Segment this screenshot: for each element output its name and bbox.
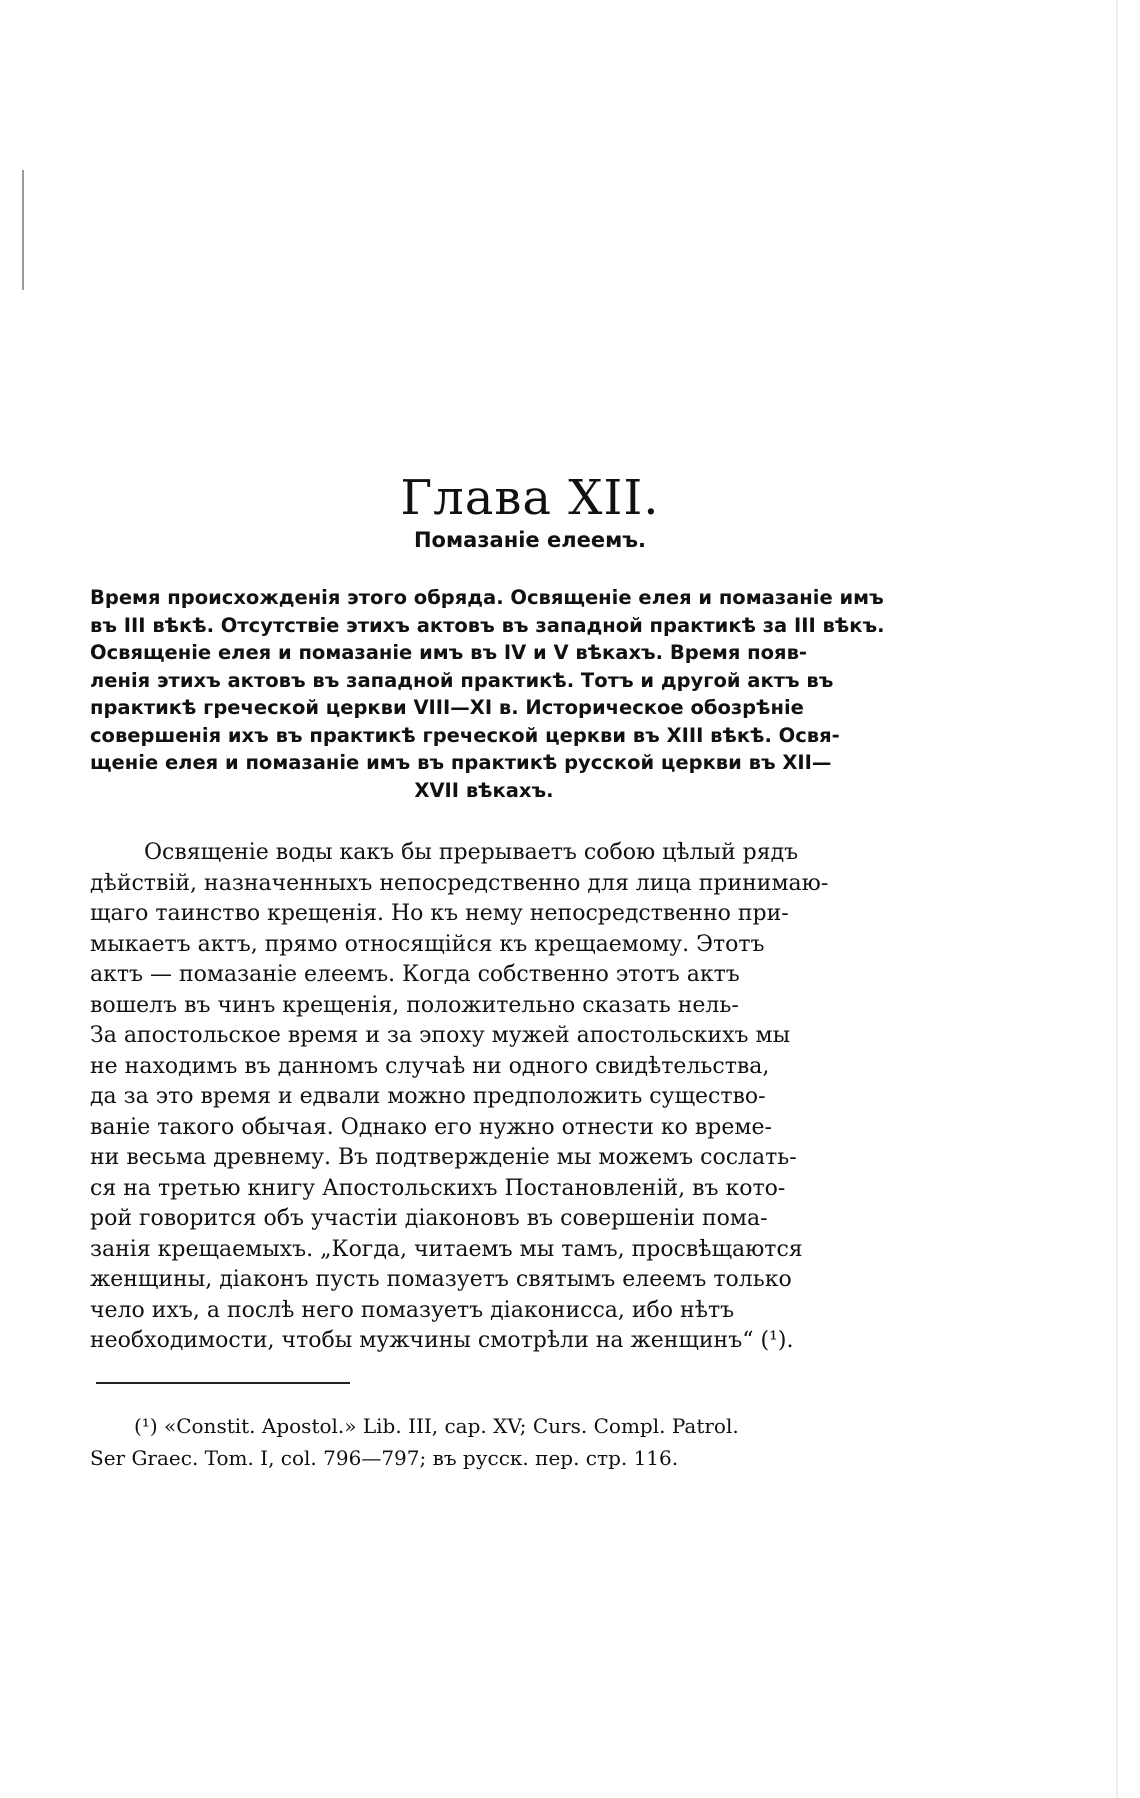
scan-edge-shadow: [1116, 0, 1118, 1798]
body-line: необходимости, чтобы мужчины смотрѣли на женщинъ“ (¹).: [90, 1328, 794, 1353]
body-line: не находимъ въ данномъ случаѣ ни одного свидѣтельства,: [90, 1053, 770, 1079]
body-line: чело ихъ, а послѣ него помазуетъ діаконисса, ибо нѣтъ: [90, 1297, 735, 1323]
body-line: занія крещаемыхъ. „Когда, читаемъ мы тамъ, просвѣщаются: [90, 1236, 803, 1262]
body-line: ся на третью книгу Апостольскихъ Постановленій, въ кото-: [90, 1175, 786, 1201]
body-line: мыкаетъ актъ, прямо относящійся къ крещаемому. Этотъ: [90, 931, 765, 957]
footnote-line: Ser Graec. Tom. I, col. 796—797; въ русск. пер. стр. 116.: [90, 1446, 679, 1470]
footnote-line: (¹) «Constit. Apostol.» Lib. III, cap. XV; Curs. Compl. Patrol.: [134, 1414, 739, 1438]
body-line: За апостольское время и за эпоху мужей апостольскихъ мы: [90, 1023, 791, 1048]
body-line: вошелъ въ чинъ крещенія, положительно сказать нель-: [90, 992, 739, 1018]
body-line: ваніе такого обычая. Однако его нужно отнести ко време-: [90, 1114, 772, 1140]
summary-line: совершенія ихъ въ практикѣ греческой церкви въ XIII вѣкѣ. Освя-: [90, 723, 840, 747]
body-line: щаго таинство крещенія. Но къ нему непосредственно при-: [90, 901, 789, 926]
body-line: Освященіе воды какъ бы прерываетъ собою цѣлый рядъ: [144, 840, 799, 865]
body-line: женщины, діаконъ пусть помазуетъ святымъ елеемъ только: [90, 1267, 792, 1292]
body-line: актъ — помазаніе елеемъ. Когда собственно этотъ актъ: [90, 962, 740, 987]
summary-line: Освященіе елея и помазаніе имъ въ IV и V вѣкахъ. Время появ-: [90, 641, 807, 664]
footnotes: [90, 1410, 880, 1474]
summary-line: XVII вѣкахъ.: [414, 778, 554, 802]
summary-line: Время происхожденія этого обряда. Освященіе елея и помазаніе имъ: [90, 586, 884, 609]
summary-line: въ III вѣкѣ. Отсутствіе этихъ актовъ въ западной практикѣ за III вѣкъ.: [90, 613, 885, 637]
body-line: дѣйствій, назначенныхъ непосредственно для лица принимаю-: [90, 870, 829, 896]
chapter-subtitle: Помазаніе елеемъ.: [413, 528, 646, 552]
summary-line: практикѣ греческой церкви VIII—XI в. Историческое обозрѣніе: [90, 696, 804, 719]
body-line: рой говорится объ участіи діаконовъ въ совершеніи пома-: [90, 1206, 768, 1231]
footnote-divider: [96, 1382, 350, 1384]
chapter-summary: [90, 584, 885, 804]
body-line: да за это время и едвали можно предположить существо-: [90, 1084, 766, 1109]
chapter-title: Глава XII.: [400, 470, 660, 527]
scan-margin-mark: [22, 170, 24, 290]
summary-line: ленія этихъ актовъ въ западной практикѣ. Тотъ и другой актъ въ: [90, 668, 834, 692]
body-paragraph: [90, 838, 878, 1357]
body-line: ни весьма древнему. Въ подтвержденіе мы можемъ сослать-: [90, 1145, 797, 1170]
summary-line: щеніе елея и помазаніе имъ въ практикѣ русской церкви въ XII—: [90, 751, 832, 774]
